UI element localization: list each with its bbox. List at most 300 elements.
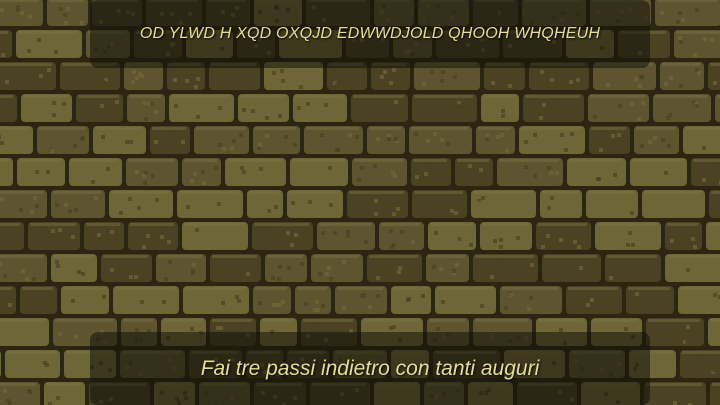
brick-speckle xyxy=(214,166,218,170)
brick-speckle xyxy=(319,211,323,215)
brick-highlight xyxy=(0,383,36,386)
brick-speckle xyxy=(630,102,634,106)
brick-speckle xyxy=(609,276,613,280)
brick-speckle xyxy=(546,234,550,238)
brick-highlight xyxy=(0,0,39,2)
brick-speckle xyxy=(265,134,269,138)
brick-speckle xyxy=(88,235,92,239)
brick-speckle xyxy=(77,270,81,274)
brick-speckle xyxy=(133,302,137,306)
brick-speckle xyxy=(196,77,200,81)
brick-speckle xyxy=(631,243,635,247)
brick-speckle xyxy=(333,231,337,235)
brick-highlight xyxy=(55,319,113,322)
brick-speckle xyxy=(177,148,181,152)
brick-speckle xyxy=(64,203,68,207)
brick-speckle xyxy=(640,144,644,148)
brick-speckle xyxy=(632,326,636,330)
brick-speckle xyxy=(193,172,197,176)
brick-speckle xyxy=(691,341,695,345)
brick-speckle xyxy=(58,178,62,182)
brick-speckle xyxy=(599,201,603,205)
brick-speckle xyxy=(433,132,437,136)
brick-speckle xyxy=(557,208,561,212)
brick-speckle xyxy=(409,275,413,279)
brick-speckle xyxy=(196,115,200,119)
brick-highlight xyxy=(369,127,401,130)
brick-speckle xyxy=(398,266,402,270)
brick-speckle xyxy=(43,228,47,232)
brick-highlight xyxy=(685,127,720,130)
brick-highlight xyxy=(152,127,186,130)
brick-speckle xyxy=(480,304,484,308)
brick-speckle xyxy=(80,21,84,25)
brick-speckle xyxy=(315,300,319,304)
brick-speckle xyxy=(100,104,104,108)
wall-brick xyxy=(473,254,538,282)
brick-speckle xyxy=(608,237,612,241)
brick-speckle xyxy=(564,148,568,152)
brick-speckle xyxy=(626,243,630,247)
brick-speckle xyxy=(64,21,68,25)
brick-speckle xyxy=(679,40,683,44)
brick-speckle xyxy=(505,149,509,153)
brick-speckle xyxy=(137,206,141,210)
brick-speckle xyxy=(281,79,285,83)
brick-speckle xyxy=(246,272,250,276)
brick-speckle xyxy=(27,49,31,53)
brick-highlight xyxy=(475,319,528,322)
brick-speckle xyxy=(577,245,581,249)
brick-speckle xyxy=(0,197,4,201)
brick-speckle xyxy=(397,270,401,274)
brick-speckle xyxy=(681,18,685,22)
brick-speckle xyxy=(678,36,682,40)
brick-highlight xyxy=(7,351,56,354)
brick-speckle xyxy=(190,327,194,331)
brick-speckle xyxy=(331,71,335,75)
brick-speckle xyxy=(300,262,304,266)
brick-speckle xyxy=(19,208,23,212)
brick-speckle xyxy=(12,82,16,86)
brick-highlight xyxy=(18,31,78,34)
brick-speckle xyxy=(320,133,324,137)
brick-speckle xyxy=(221,301,225,305)
brick-speckle xyxy=(533,174,537,178)
brick-speckle xyxy=(380,75,384,79)
brick-highlight xyxy=(708,223,720,226)
brick-speckle xyxy=(560,133,564,137)
wall-brick xyxy=(113,286,179,314)
brick-highlight xyxy=(306,127,359,130)
brick-highlight xyxy=(185,287,245,290)
brick-speckle xyxy=(131,80,135,84)
brick-speckle xyxy=(601,135,605,139)
brick-speckle xyxy=(39,368,43,372)
brick-highlight xyxy=(437,287,492,290)
brick-speckle xyxy=(63,13,67,17)
brick-highlight xyxy=(95,127,142,130)
wall-brick xyxy=(519,126,585,154)
brick-speckle xyxy=(697,71,701,75)
brick-highlight xyxy=(644,191,701,194)
brick-speckle xyxy=(565,213,569,217)
brick-speckle xyxy=(654,196,658,200)
brick-highlight xyxy=(676,31,720,34)
brick-highlight xyxy=(313,255,359,258)
brick-highlight xyxy=(693,159,720,162)
brick-speckle xyxy=(143,181,147,185)
brick-speckle xyxy=(509,268,513,272)
brick-speckle xyxy=(664,171,668,175)
brick-highlight xyxy=(212,319,252,322)
brick-highlight xyxy=(521,127,581,130)
brick-speckle xyxy=(547,206,551,210)
brick-speckle xyxy=(319,178,323,182)
brick-highlight xyxy=(295,95,343,98)
brick-speckle xyxy=(565,80,569,84)
brick-speckle xyxy=(325,272,329,276)
brick-speckle xyxy=(329,203,333,207)
brick-speckle xyxy=(422,82,426,86)
brick-highlight xyxy=(657,0,717,2)
brick-highlight xyxy=(163,319,202,322)
brick-speckle xyxy=(265,116,269,120)
brick-speckle xyxy=(0,8,4,12)
brick-speckle xyxy=(713,81,717,85)
brick-speckle xyxy=(579,266,583,270)
brick-speckle xyxy=(80,137,84,141)
brick-highlight xyxy=(430,223,472,226)
brick-speckle xyxy=(35,170,39,174)
brick-highlight xyxy=(354,159,403,162)
brick-speckle xyxy=(396,207,400,211)
brick-speckle xyxy=(298,197,302,201)
brick-speckle xyxy=(218,106,222,110)
brick-speckle xyxy=(549,171,553,175)
brick-highlight xyxy=(19,159,61,162)
brick-speckle xyxy=(628,231,632,235)
brick-speckle xyxy=(401,106,405,110)
brick-speckle xyxy=(3,274,7,278)
brick-speckle xyxy=(532,101,536,105)
brick-speckle xyxy=(360,166,364,170)
brick-highlight xyxy=(591,127,626,130)
brick-speckle xyxy=(468,164,472,168)
wall-brick xyxy=(708,62,720,90)
brick-speckle xyxy=(569,80,573,84)
brick-speckle xyxy=(516,236,520,240)
brick-speckle xyxy=(360,294,364,298)
brick-speckle xyxy=(630,211,634,215)
brick-highlight xyxy=(0,31,8,34)
brick-highlight xyxy=(597,223,657,226)
brick-speckle xyxy=(617,133,621,137)
brick-speckle xyxy=(115,100,119,104)
brick-speckle xyxy=(32,277,36,281)
wall-brick xyxy=(69,158,122,186)
brick-speckle xyxy=(637,117,641,121)
brick-speckle xyxy=(78,166,82,170)
brick-speckle xyxy=(242,108,246,112)
top-caption-panel xyxy=(90,0,650,68)
brick-speckle xyxy=(30,210,34,214)
brick-speckle xyxy=(685,340,689,344)
brick-speckle xyxy=(618,104,622,108)
wall-brick xyxy=(304,126,363,154)
brick-speckle xyxy=(541,245,545,249)
brick-speckle xyxy=(323,174,327,178)
brick-speckle xyxy=(10,324,14,328)
wall-brick xyxy=(128,222,178,250)
brick-speckle xyxy=(71,235,75,239)
brick-highlight xyxy=(682,351,720,354)
brick-speckle xyxy=(346,234,350,238)
wall-brick xyxy=(655,0,720,26)
brick-highlight xyxy=(393,287,427,290)
brick-speckle xyxy=(220,82,224,86)
wall-brick xyxy=(194,126,249,154)
brick-speckle xyxy=(695,8,699,12)
brick-speckle xyxy=(144,117,148,121)
brick-speckle xyxy=(607,202,611,206)
wall-brick xyxy=(21,94,72,122)
brick-highlight xyxy=(53,255,93,258)
brick-speckle xyxy=(455,263,459,267)
brick-speckle xyxy=(1,53,5,57)
brick-speckle xyxy=(20,11,24,15)
brick-speckle xyxy=(392,212,396,216)
brick-speckle xyxy=(3,389,7,393)
brick-highlight xyxy=(646,383,702,386)
brick-speckle xyxy=(97,233,101,237)
brick-speckle xyxy=(51,229,55,233)
brick-speckle xyxy=(702,138,706,142)
brick-speckle xyxy=(533,133,537,137)
brick-speckle xyxy=(452,230,456,234)
brick-speckle xyxy=(129,140,133,144)
brick-speckle xyxy=(86,111,90,115)
brick-speckle xyxy=(703,37,707,41)
brick-speckle xyxy=(132,70,136,74)
brick-speckle xyxy=(135,76,139,80)
brick-speckle xyxy=(375,117,379,121)
brick-speckle xyxy=(306,102,310,106)
wall-brick xyxy=(683,126,720,154)
brick-speckle xyxy=(501,114,505,118)
brick-speckle xyxy=(387,137,391,141)
brick-speckle xyxy=(140,300,144,304)
brick-speckle xyxy=(667,144,671,148)
brick-speckle xyxy=(263,228,267,232)
wall-brick xyxy=(351,94,408,122)
brick-speckle xyxy=(39,109,43,113)
brick-speckle xyxy=(457,104,461,108)
brick-speckle xyxy=(293,143,297,147)
brick-speckle xyxy=(660,297,664,301)
brick-highlight xyxy=(502,287,558,290)
brick-speckle xyxy=(499,238,503,242)
brick-speckle xyxy=(143,101,147,105)
brick-highlight xyxy=(712,383,720,386)
brick-speckle xyxy=(335,148,339,152)
wall-brick xyxy=(411,158,451,186)
brick-speckle xyxy=(693,245,697,249)
brick-speckle xyxy=(634,272,638,276)
brick-highlight xyxy=(381,223,420,226)
brick-speckle xyxy=(180,113,184,117)
brick-speckle xyxy=(635,292,639,296)
brick-highlight xyxy=(353,95,404,98)
brick-speckle xyxy=(458,212,462,216)
brick-speckle xyxy=(342,260,346,264)
wall-brick xyxy=(225,158,286,186)
brick-highlight xyxy=(457,159,489,162)
brick-speckle xyxy=(164,277,168,281)
wall-brick xyxy=(0,350,1,378)
brick-highlight xyxy=(196,127,245,130)
brick-speckle xyxy=(397,309,401,313)
brick-speckle xyxy=(394,100,398,104)
brick-speckle xyxy=(101,135,105,139)
brick-speckle xyxy=(90,269,94,273)
brick-speckle xyxy=(318,272,322,276)
brick-speckle xyxy=(699,393,703,397)
brick-speckle xyxy=(673,277,677,281)
brick-speckle xyxy=(294,233,298,237)
brick-speckle xyxy=(438,170,442,174)
brick-speckle xyxy=(641,297,645,301)
brick-speckle xyxy=(304,302,308,306)
brick-speckle xyxy=(670,239,674,243)
brick-speckle xyxy=(446,199,450,203)
brick-speckle xyxy=(586,309,590,313)
brick-speckle xyxy=(501,109,505,113)
wall-brick xyxy=(16,30,82,58)
brick-speckle xyxy=(242,170,246,174)
wall-brick xyxy=(480,222,532,250)
brick-speckle xyxy=(441,300,445,304)
brick-speckle xyxy=(190,179,194,183)
brick-speckle xyxy=(490,275,494,279)
brick-speckle xyxy=(52,101,56,105)
brick-speckle xyxy=(569,270,573,274)
brick-speckle xyxy=(125,140,129,144)
brick-speckle xyxy=(128,197,132,201)
brick-highlight xyxy=(428,255,465,258)
brick-speckle xyxy=(345,77,349,81)
brick-speckle xyxy=(586,303,590,307)
wall-brick xyxy=(293,94,347,122)
brick-speckle xyxy=(299,85,303,89)
brick-highlight xyxy=(411,127,468,130)
brick-highlight xyxy=(0,191,43,194)
brick-speckle xyxy=(46,170,50,174)
brick-highlight xyxy=(542,191,578,194)
brick-speckle xyxy=(509,108,513,112)
brick-speckle xyxy=(195,228,199,232)
brick-speckle xyxy=(436,327,440,331)
brick-speckle xyxy=(573,264,577,268)
brick-speckle xyxy=(202,181,206,185)
brick-speckle xyxy=(284,135,288,139)
brick-speckle xyxy=(676,20,680,24)
brick-speckle xyxy=(50,149,54,153)
cipher-caption: OD YLWD H XQD OXQJD EDWWDJOLD QHOOH WHQHEUH xyxy=(139,25,601,42)
brick-speckle xyxy=(43,37,47,41)
brick-speckle xyxy=(634,77,638,81)
brick-speckle xyxy=(368,305,372,309)
brick-speckle xyxy=(550,196,554,200)
brick-speckle xyxy=(90,166,94,170)
brick-speckle xyxy=(487,107,491,111)
brick-speckle xyxy=(556,202,560,206)
brick-speckle xyxy=(559,238,563,242)
brick-speckle xyxy=(342,306,346,310)
brick-speckle xyxy=(452,269,456,273)
brick-speckle xyxy=(421,294,425,298)
brick-speckle xyxy=(101,80,105,84)
brick-speckle xyxy=(37,38,41,42)
brick-speckle xyxy=(35,204,39,208)
brick-speckle xyxy=(335,82,339,86)
brick-speckle xyxy=(106,228,110,232)
brick-speckle xyxy=(28,390,32,394)
brick-speckle xyxy=(614,272,618,276)
brick-speckle xyxy=(170,325,174,329)
brick-speckle xyxy=(477,201,481,205)
brick-speckle xyxy=(660,11,664,15)
brick-highlight xyxy=(413,159,447,162)
brick-speckle xyxy=(714,389,718,393)
brick-speckle xyxy=(460,177,464,181)
brick-highlight xyxy=(499,159,559,162)
brick-speckle xyxy=(173,78,177,82)
brick-speckle xyxy=(73,144,77,148)
brick-speckle xyxy=(241,228,245,232)
wall-brick xyxy=(715,94,720,122)
brick-speckle xyxy=(400,230,404,234)
brick-highlight xyxy=(483,95,515,98)
brick-speckle xyxy=(155,198,159,202)
brick-speckle xyxy=(0,135,1,139)
brick-speckle xyxy=(33,196,37,200)
brick-speckle xyxy=(39,74,43,78)
brick-speckle xyxy=(669,76,673,80)
brick-speckle xyxy=(691,237,695,241)
brick-speckle xyxy=(308,200,312,204)
brick-speckle xyxy=(3,242,7,246)
brick-speckle xyxy=(218,143,222,147)
brick-speckle xyxy=(679,84,683,88)
brick-speckle xyxy=(501,232,505,236)
brick-speckle xyxy=(162,300,166,304)
brick-speckle xyxy=(252,208,256,212)
brick-speckle xyxy=(500,133,504,137)
brick-highlight xyxy=(262,319,293,322)
brick-speckle xyxy=(414,132,418,136)
brick-speckle xyxy=(646,266,650,270)
brick-speckle xyxy=(227,276,231,280)
brick-speckle xyxy=(68,209,72,213)
brick-highlight xyxy=(710,63,720,66)
brick-speckle xyxy=(593,264,597,268)
brick-speckle xyxy=(274,205,278,209)
brick-highlight xyxy=(538,319,583,322)
brick-speckle xyxy=(129,275,133,279)
wall-brick xyxy=(182,222,248,250)
brick-speckle xyxy=(613,173,617,177)
